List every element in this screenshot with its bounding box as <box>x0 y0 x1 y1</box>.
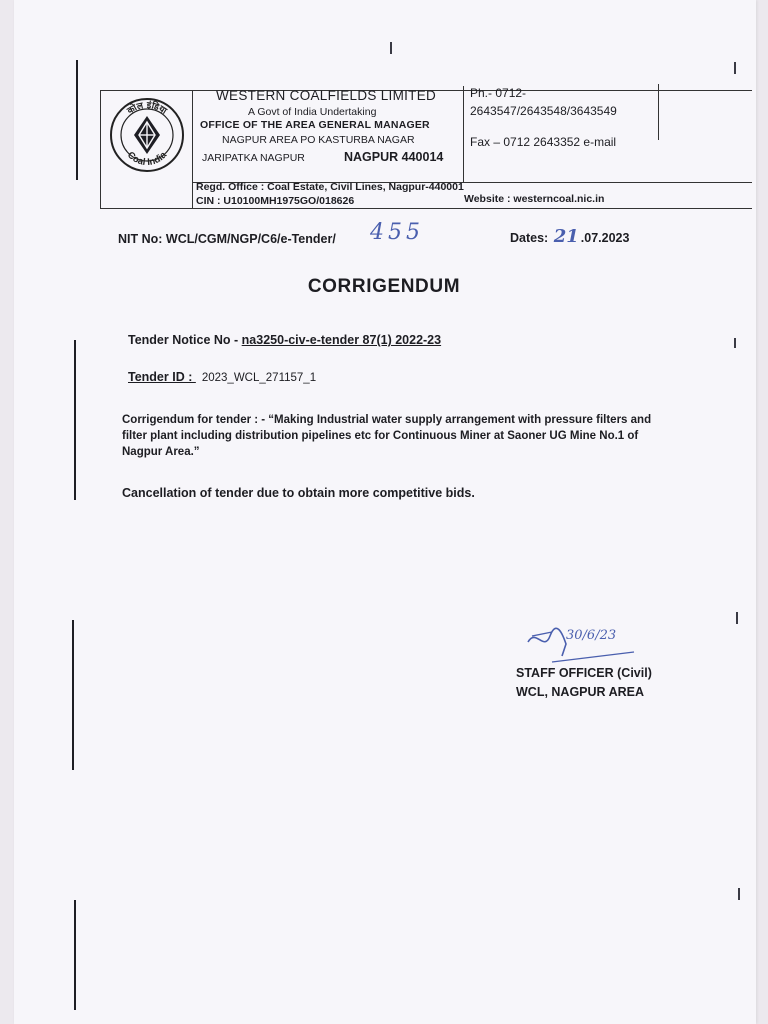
phone-prefix: Ph.- 0712- <box>470 86 527 100</box>
left-margin-rule <box>76 60 78 180</box>
left-margin-rule <box>72 620 74 770</box>
signature-date: 30/6/23 <box>566 628 617 643</box>
dates-month-year: .07.2023 <box>580 231 630 245</box>
letterhead-border <box>100 90 101 208</box>
letterhead <box>100 84 752 214</box>
company-name: WESTERN COALFIELDS LIMITED <box>216 88 437 103</box>
nit-handwritten-number: 455 <box>370 220 424 245</box>
fax-email: Fax – 0712 2643352 e-mail <box>470 135 617 149</box>
cin-number: CIN : U10100MH1975GO/018626 <box>196 195 355 207</box>
signatory-block <box>516 664 652 702</box>
dates-handwritten-day: 21 <box>553 226 579 247</box>
nit-number <box>118 232 336 246</box>
office-pin: NAGPUR 440014 <box>344 150 444 164</box>
corrigendum-text: Corrigendum for tender : - “Making Industrial water supply arrangement with pressure filters and filter plant including distribution pipelines etc for Continuous Miner at Saoner UG Mine No.1 of Nagpur Area.” <box>122 414 652 458</box>
office-city: JARIPATKA NAGPUR <box>202 152 305 164</box>
tender-notice <box>128 333 441 347</box>
cancellation-text: Cancellation of tender due to obtain more competitive bids. <box>122 486 475 500</box>
document-title: CORRIGENDUM <box>307 276 461 297</box>
tender-id-label: Tender ID : <box>128 370 196 384</box>
scan-mark <box>738 888 740 900</box>
company-undertaking: A Govt of India Undertaking <box>248 106 377 118</box>
logo-top-text: कोल इंडिया <box>125 100 169 117</box>
dates <box>510 226 629 247</box>
left-margin-rule <box>74 900 76 1010</box>
tender-id <box>128 370 316 384</box>
letterhead-border <box>463 86 464 182</box>
logo-bottom-text: Coal India <box>124 149 170 169</box>
tender-id-value: 2023_WCL_271157_1 <box>201 372 317 384</box>
letterhead-border <box>192 90 193 208</box>
scan-mark <box>390 42 392 54</box>
tender-notice-label: Tender Notice No - <box>128 333 242 347</box>
tender-notice-value: na3250-civ-e-tender 87(1) 2022-23 <box>241 333 442 347</box>
scan-mark <box>734 62 736 74</box>
registered-office: Regd. Office : Coal Estate, Civil Lines, Nagpur-440001 <box>196 181 464 193</box>
phone-numbers: 2643547/2643548/3643549 <box>470 104 617 118</box>
coal-india-logo-icon <box>108 96 186 174</box>
signatory-area: WCL, NAGPUR AREA <box>516 685 645 699</box>
office-area: NAGPUR AREA PO KASTURBA NAGAR <box>222 134 415 146</box>
left-margin-rule <box>74 340 76 500</box>
signatory-designation: STAFF OFFICER (Civil) <box>516 666 652 680</box>
letterhead-border <box>658 84 659 140</box>
letterhead-border <box>100 208 752 209</box>
scan-mark <box>736 612 738 624</box>
nit-label: NIT No: WCL/CGM/NGP/C6/e-Tender/ <box>118 232 336 246</box>
website: Website : westerncoal.nic.in <box>464 193 605 205</box>
scan-mark <box>734 338 736 348</box>
dates-label: Dates: <box>510 231 549 245</box>
office-name: OFFICE OF THE AREA GENERAL MANAGER <box>200 119 430 131</box>
